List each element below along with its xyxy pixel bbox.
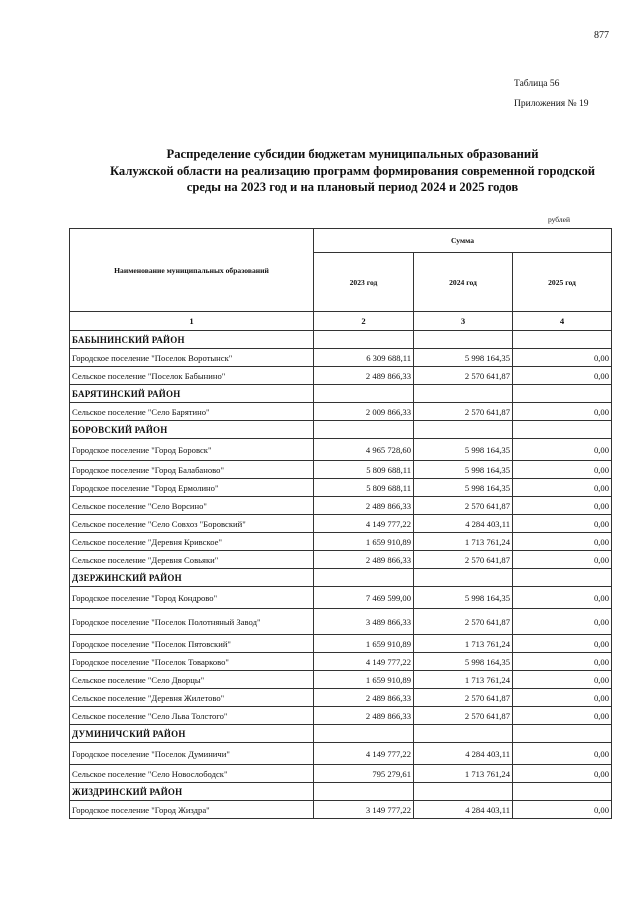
empty-cell — [314, 385, 414, 403]
district-name: БАБЫНИНСКИЙ РАЙОН — [70, 331, 314, 349]
empty-cell — [513, 421, 612, 439]
title-line: Калужской области на реализацию программ формирования современной городской — [109, 163, 596, 178]
amount-2023: 6 309 688,11 — [314, 349, 414, 367]
year-header-2024: 2024 год — [414, 253, 513, 312]
column-number: 2 — [314, 312, 414, 331]
amount-2025: 0,00 — [513, 349, 612, 367]
amount-2024: 1 713 761,24 — [414, 635, 513, 653]
table-row — [70, 765, 612, 783]
table-row — [70, 707, 612, 725]
amount-2023: 5 809 688,11 — [314, 479, 414, 497]
column-number: 4 — [513, 312, 612, 331]
district-row — [70, 783, 612, 801]
sum-header: Сумма — [314, 229, 612, 253]
year-header-2023: 2023 год — [314, 253, 414, 312]
settlement-name: Сельское поселение "Поселок Бабынино" — [70, 367, 314, 385]
empty-cell — [414, 725, 513, 743]
district-name: БАРЯТИНСКИЙ РАЙОН — [70, 385, 314, 403]
amount-2025: 0,00 — [513, 461, 612, 479]
amount-2023: 4 149 777,22 — [314, 743, 414, 765]
table-row — [70, 551, 612, 569]
settlement-name: Городское поселение "Поселок Воротынск" — [70, 349, 314, 367]
empty-cell — [414, 385, 513, 403]
amount-2024: 2 570 641,87 — [414, 403, 513, 421]
title-line: Распределение субсидии бюджетам муниципальных образований — [166, 147, 539, 161]
table-row — [70, 403, 612, 421]
settlement-name: Сельское поселение "Село Совхоз "Боровский" — [70, 515, 314, 533]
district-name: ДУМИНИЧСКИЙ РАЙОН — [70, 725, 314, 743]
empty-cell — [513, 569, 612, 587]
amount-2025: 0,00 — [513, 609, 612, 635]
district-name: ДЗЕРЖИНСКИЙ РАЙОН — [70, 569, 314, 587]
amount-2025: 0,00 — [513, 743, 612, 765]
amount-2024: 1 713 761,24 — [414, 533, 513, 551]
amount-2025: 0,00 — [513, 479, 612, 497]
amount-2025: 0,00 — [513, 533, 612, 551]
amount-2023: 1 659 910,89 — [314, 533, 414, 551]
district-row — [70, 725, 612, 743]
amount-2024: 4 284 403,11 — [414, 515, 513, 533]
settlement-name: Сельское поселение "Село Льва Толстого" — [70, 707, 314, 725]
empty-cell — [414, 783, 513, 801]
table-row — [70, 635, 612, 653]
settlement-name: Городское поселение "Город Балабаново" — [70, 461, 314, 479]
amount-2024: 5 998 164,35 — [414, 439, 513, 461]
amount-2023: 1 659 910,89 — [314, 671, 414, 689]
settlement-name: Сельское поселение "Деревня Совьяки" — [70, 551, 314, 569]
empty-cell — [513, 385, 612, 403]
table-row — [70, 533, 612, 551]
district-row — [70, 385, 612, 403]
settlement-name: Городское поселение "Поселок Думиничи" — [70, 743, 314, 765]
amount-2025: 0,00 — [513, 801, 612, 819]
district-name: ЖИЗДРИНСКИЙ РАЙОН — [70, 783, 314, 801]
units-label: рублей — [548, 215, 571, 224]
empty-cell — [513, 725, 612, 743]
amount-2023: 4 149 777,22 — [314, 515, 414, 533]
settlement-name: Сельское поселение "Деревня Жилетово" — [70, 689, 314, 707]
table-row — [70, 515, 612, 533]
table-row — [70, 801, 612, 819]
settlement-name: Городское поселение "Город Боровск" — [70, 439, 314, 461]
amount-2024: 1 713 761,24 — [414, 765, 513, 783]
amount-2023: 4 965 728,60 — [314, 439, 414, 461]
table-row — [70, 479, 612, 497]
settlement-name: Сельское поселение "Село Ворсино" — [70, 497, 314, 515]
amount-2023: 1 659 910,89 — [314, 635, 414, 653]
settlement-name: Городское поселение "Поселок Товарково" — [70, 653, 314, 671]
amount-2025: 0,00 — [513, 671, 612, 689]
table-body — [70, 312, 612, 819]
amount-2024: 5 998 164,35 — [414, 653, 513, 671]
amount-2023: 2 489 866,33 — [314, 367, 414, 385]
settlement-name: Сельское поселение "Деревня Кривское" — [70, 533, 314, 551]
empty-cell — [414, 569, 513, 587]
subsidy-table — [69, 228, 612, 819]
district-row — [70, 331, 612, 349]
amount-2023: 4 149 777,22 — [314, 653, 414, 671]
empty-cell — [314, 331, 414, 349]
amount-2025: 0,00 — [513, 439, 612, 461]
col-name-header: Наименование муниципальных образований — [70, 229, 314, 312]
empty-cell — [314, 421, 414, 439]
amount-2024: 2 570 641,87 — [414, 689, 513, 707]
settlement-name: Сельское поселение "Село Дворцы" — [70, 671, 314, 689]
amount-2025: 0,00 — [513, 689, 612, 707]
district-row — [70, 569, 612, 587]
amount-2025: 0,00 — [513, 653, 612, 671]
amount-2023: 2 489 866,33 — [314, 707, 414, 725]
column-number: 3 — [414, 312, 513, 331]
table-row — [70, 671, 612, 689]
amount-2024: 5 998 164,35 — [414, 587, 513, 609]
document-title — [60, 146, 639, 196]
amount-2023: 7 469 599,00 — [314, 587, 414, 609]
amount-2024: 2 570 641,87 — [414, 551, 513, 569]
amount-2023: 3 149 777,22 — [314, 801, 414, 819]
empty-cell — [513, 783, 612, 801]
settlement-name: Сельское поселение "Село Барятино" — [70, 403, 314, 421]
column-number-row — [70, 312, 612, 331]
amount-2024: 2 570 641,87 — [414, 707, 513, 725]
amount-2023: 3 489 866,33 — [314, 609, 414, 635]
amount-2024: 2 570 641,87 — [414, 367, 513, 385]
table-row — [70, 743, 612, 765]
amount-2024: 5 998 164,35 — [414, 461, 513, 479]
table-number: Таблица 56 — [514, 79, 560, 89]
empty-cell — [414, 421, 513, 439]
table-row — [70, 497, 612, 515]
amount-2025: 0,00 — [513, 635, 612, 653]
title-line: среды на 2023 год и на плановый период 2024 и 2025 годов — [186, 180, 519, 194]
table-row — [70, 653, 612, 671]
empty-cell — [513, 331, 612, 349]
amount-2025: 0,00 — [513, 765, 612, 783]
table-row — [70, 689, 612, 707]
settlement-name: Городское поселение "Поселок Полотняный Завод" — [70, 609, 314, 635]
table-row — [70, 461, 612, 479]
empty-cell — [314, 783, 414, 801]
amount-2023: 795 279,61 — [314, 765, 414, 783]
amount-2025: 0,00 — [513, 497, 612, 515]
amount-2024: 4 284 403,11 — [414, 801, 513, 819]
amount-2024: 2 570 641,87 — [414, 497, 513, 515]
column-number: 1 — [70, 312, 314, 331]
page-number: 877 — [594, 30, 609, 41]
year-header-2025: 2025 год — [513, 253, 612, 312]
amount-2023: 2 489 866,33 — [314, 551, 414, 569]
settlement-name: Городское поселение "Город Ермолино" — [70, 479, 314, 497]
settlement-name: Городское поселение "Город Жиздра" — [70, 801, 314, 819]
appendix-label: Приложения № 19 — [514, 99, 589, 109]
settlement-name: Городское поселение "Город Кондрово" — [70, 587, 314, 609]
amount-2025: 0,00 — [513, 587, 612, 609]
empty-cell — [414, 331, 513, 349]
amount-2023: 2 489 866,33 — [314, 497, 414, 515]
table-row — [70, 609, 612, 635]
empty-cell — [314, 569, 414, 587]
empty-cell — [314, 725, 414, 743]
amount-2025: 0,00 — [513, 707, 612, 725]
amount-2024: 5 998 164,35 — [414, 479, 513, 497]
district-name: БОРОВСКИЙ РАЙОН — [70, 421, 314, 439]
amount-2025: 0,00 — [513, 367, 612, 385]
amount-2023: 2 009 866,33 — [314, 403, 414, 421]
amount-2025: 0,00 — [513, 551, 612, 569]
settlement-name: Сельское поселение "Село Новослободск" — [70, 765, 314, 783]
amount-2025: 0,00 — [513, 515, 612, 533]
amount-2025: 0,00 — [513, 403, 612, 421]
amount-2024: 1 713 761,24 — [414, 671, 513, 689]
amount-2023: 2 489 866,33 — [314, 689, 414, 707]
table-row — [70, 439, 612, 461]
table-row — [70, 349, 612, 367]
settlement-name: Городское поселение "Поселок Пятовский" — [70, 635, 314, 653]
table-row — [70, 587, 612, 609]
amount-2024: 4 284 403,11 — [414, 743, 513, 765]
amount-2023: 5 809 688,11 — [314, 461, 414, 479]
table-row — [70, 367, 612, 385]
amount-2024: 2 570 641,87 — [414, 609, 513, 635]
district-row — [70, 421, 612, 439]
amount-2024: 5 998 164,35 — [414, 349, 513, 367]
